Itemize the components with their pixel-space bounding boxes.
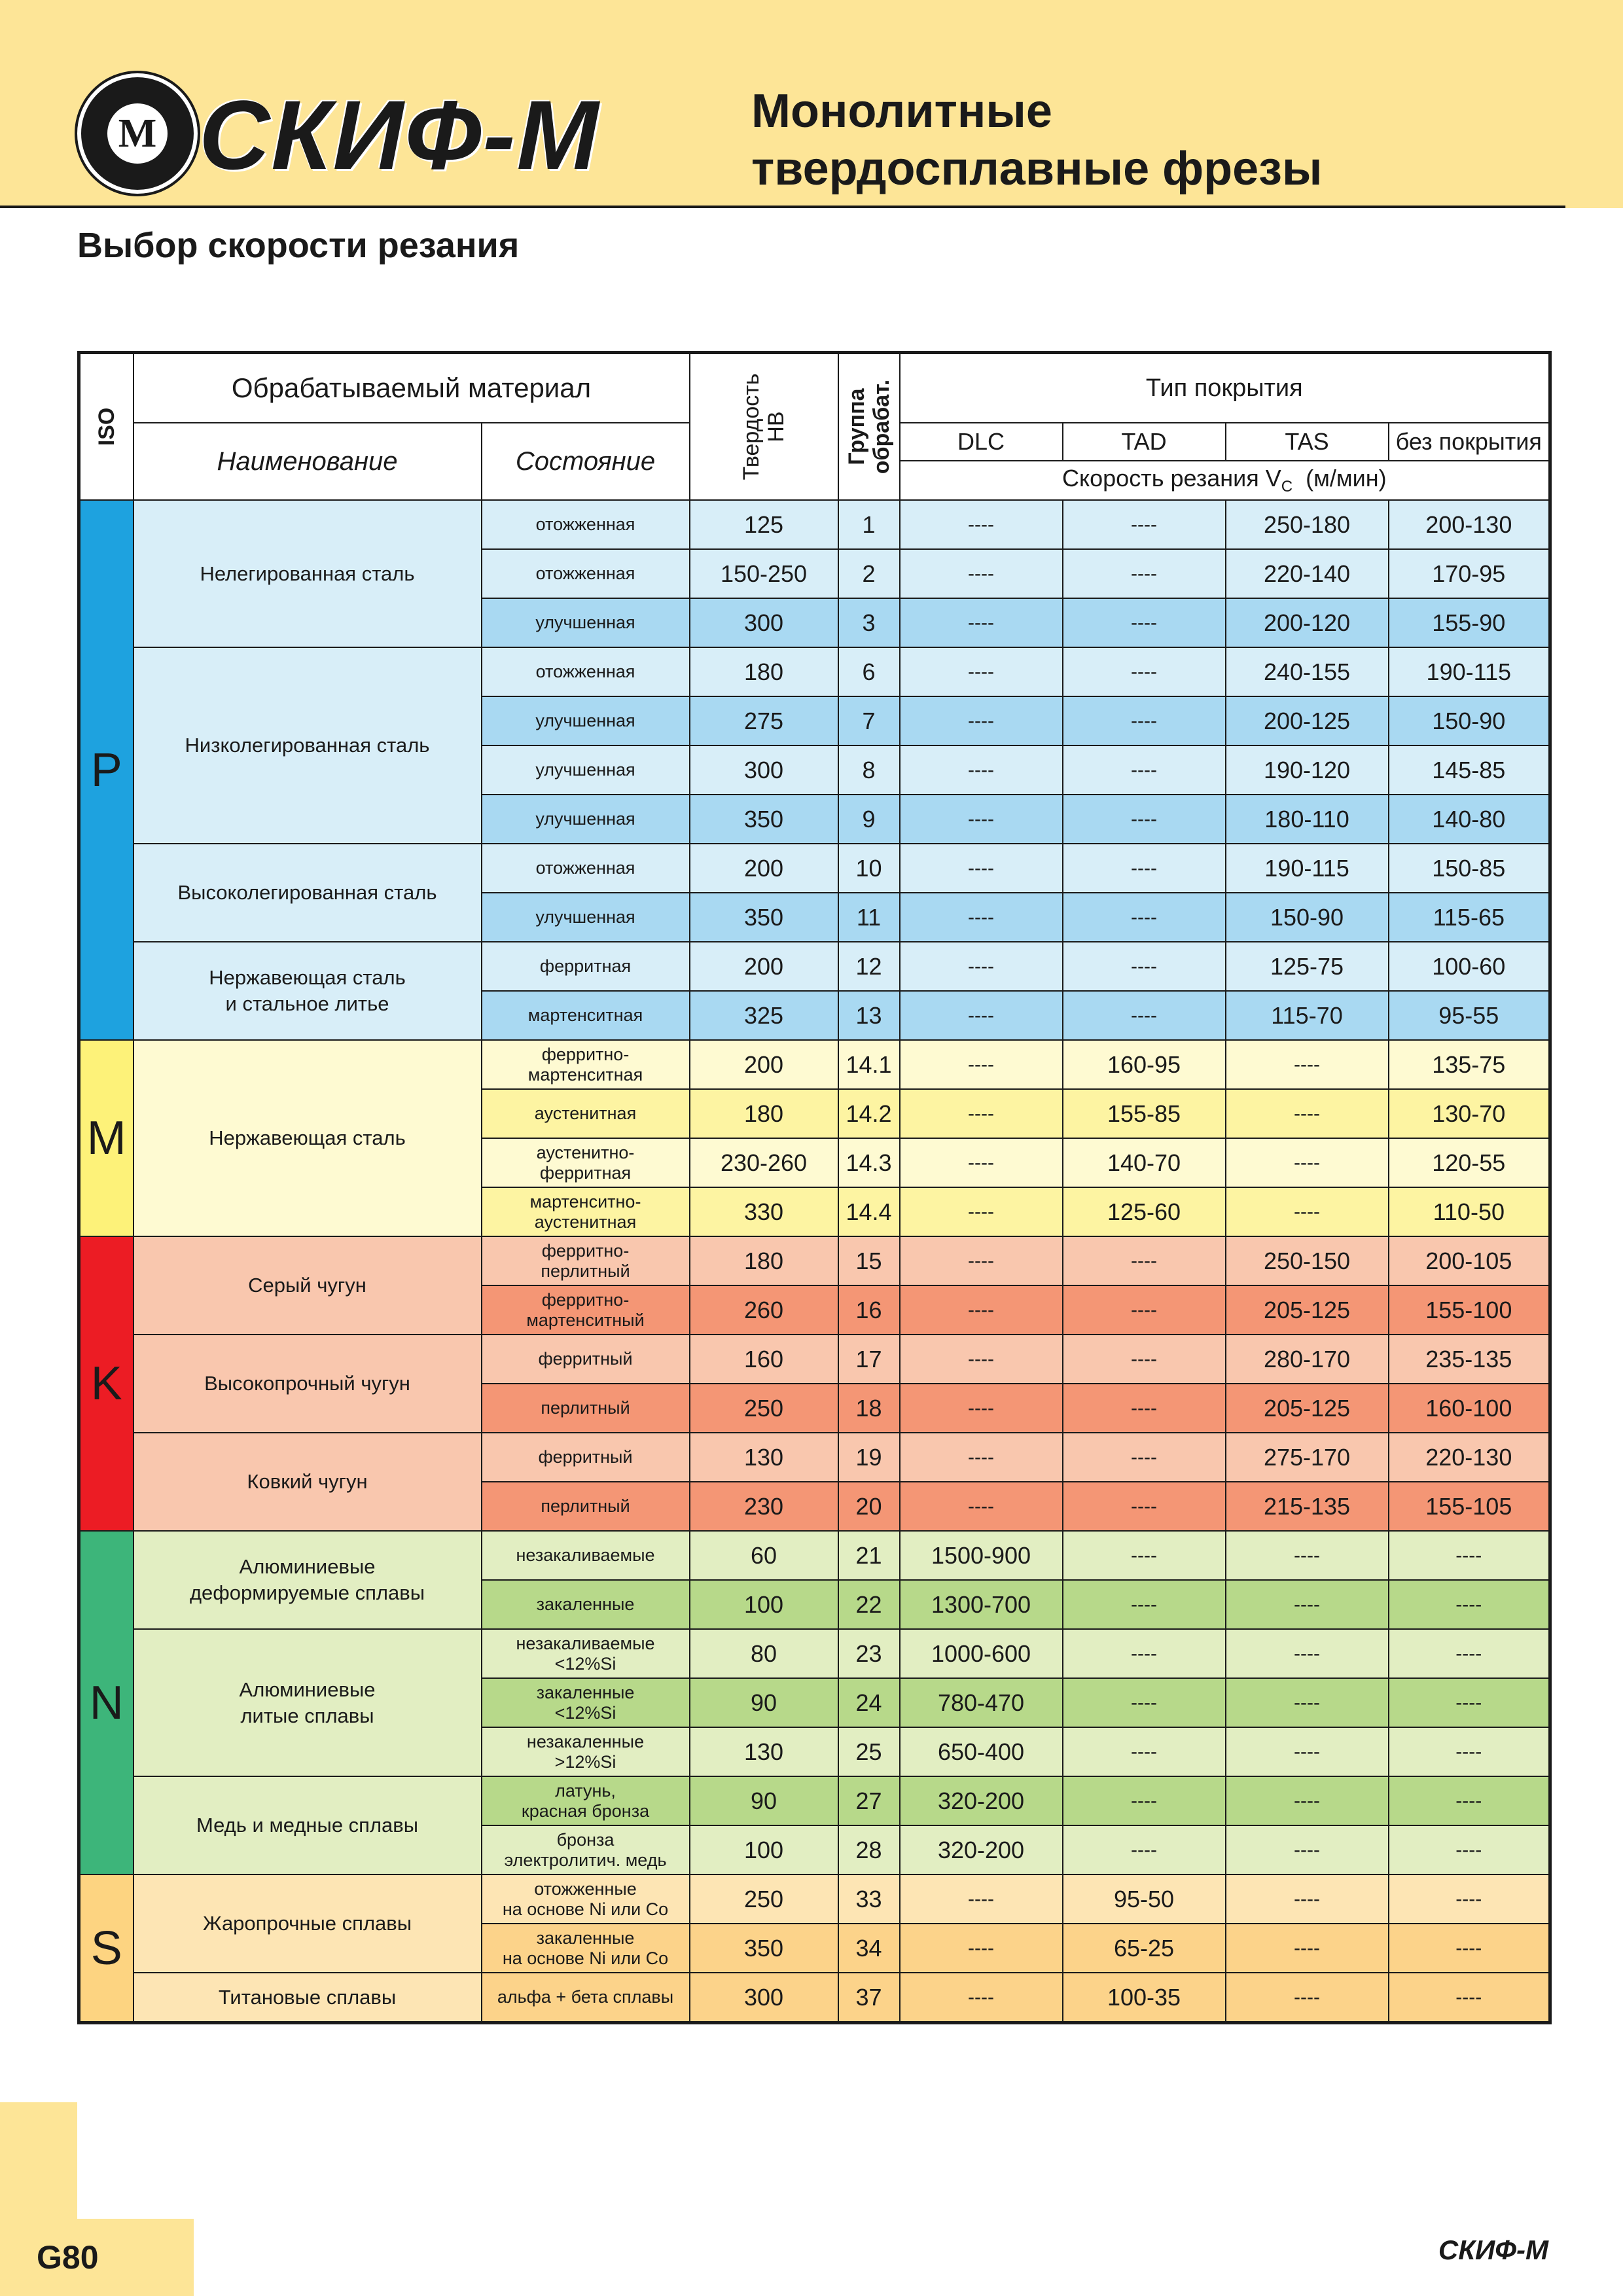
speed-none-cell: 170-95	[1389, 549, 1550, 598]
speed-dlc-cell: ----	[900, 893, 1063, 942]
material-state-cell: улучшенная	[482, 795, 690, 844]
page-title-line-2: твердосплавные фрезы	[751, 143, 1323, 195]
group-cell: 8	[838, 745, 900, 795]
speed-tas-cell: 240-155	[1226, 647, 1389, 696]
speed-none-cell: 155-105	[1389, 1482, 1550, 1531]
hardness-cell: 90	[690, 1776, 838, 1825]
material-name-cell: Медь и медные сплавы	[134, 1776, 482, 1874]
speed-dlc-cell: 650-400	[900, 1727, 1063, 1776]
group-cell: 3	[838, 598, 900, 647]
hardness-cell: 300	[690, 1973, 838, 2023]
hardness-cell: 130	[690, 1727, 838, 1776]
speed-dlc-cell: ----	[900, 1236, 1063, 1285]
hardness-cell: 100	[690, 1580, 838, 1629]
speed-dlc-cell: ----	[900, 1433, 1063, 1482]
speed-tas-cell: ----	[1226, 1187, 1389, 1236]
speed-dlc-cell: ----	[900, 745, 1063, 795]
group-cell: 14.2	[838, 1089, 900, 1138]
speed-tas-cell: 205-125	[1226, 1285, 1389, 1335]
material-state-cell: незакаливаемые <12%Si	[482, 1629, 690, 1678]
hardness-cell: 325	[690, 991, 838, 1040]
speed-tas-cell: 150-90	[1226, 893, 1389, 942]
material-state-cell: незакаливаемые	[482, 1531, 690, 1580]
speed-tas-cell: 250-180	[1226, 500, 1389, 549]
speed-none-cell: 200-130	[1389, 500, 1550, 549]
speed-tas-cell: ----	[1226, 1973, 1389, 2023]
speed-dlc-cell: 320-200	[900, 1776, 1063, 1825]
speed-tad-cell: ----	[1063, 1384, 1226, 1433]
speed-tas-cell: 180-110	[1226, 795, 1389, 844]
group-cell: 21	[838, 1531, 900, 1580]
speed-none-cell: 150-90	[1389, 696, 1550, 745]
material-state-cell: незакаленные >12%Si	[482, 1727, 690, 1776]
hardness-cell: 300	[690, 745, 838, 795]
cutting-speed-table	[77, 351, 1552, 2024]
table-row	[79, 1236, 1550, 1285]
table-row	[79, 1874, 1550, 1924]
material-state-cell: ферритный	[482, 1433, 690, 1482]
table-row	[79, 1531, 1550, 1580]
hardness-cell: 200	[690, 844, 838, 893]
group-cell: 33	[838, 1874, 900, 1924]
speed-dlc-cell: 1500-900	[900, 1531, 1063, 1580]
speed-tas-cell: 280-170	[1226, 1335, 1389, 1384]
speed-tad-cell: ----	[1063, 500, 1226, 549]
speed-tad-cell: ----	[1063, 991, 1226, 1040]
speed-tad-cell: 100-35	[1063, 1973, 1226, 2023]
hardness-cell: 150-250	[690, 549, 838, 598]
speed-tad-cell: ----	[1063, 696, 1226, 745]
speed-tas-cell: ----	[1226, 1089, 1389, 1138]
group-cell: 17	[838, 1335, 900, 1384]
speed-tas-cell: ----	[1226, 1531, 1389, 1580]
coating-tas-header: TAS	[1226, 423, 1389, 461]
group-cell: 9	[838, 795, 900, 844]
speed-dlc-cell: ----	[900, 1335, 1063, 1384]
hardness-cell: 60	[690, 1531, 838, 1580]
speed-none-cell: 155-100	[1389, 1285, 1550, 1335]
group-cell: 18	[838, 1384, 900, 1433]
material-state-cell: перлитный	[482, 1384, 690, 1433]
speed-none-cell: 160-100	[1389, 1384, 1550, 1433]
hardness-cell: 230	[690, 1482, 838, 1531]
material-name-cell: Высокопрочный чугун	[134, 1335, 482, 1433]
material-state-cell: мартенситная	[482, 991, 690, 1040]
material-state-cell: ферритная	[482, 942, 690, 991]
hardness-cell: 125	[690, 500, 838, 549]
material-state-cell: ферритно- мартенситная	[482, 1040, 690, 1089]
speed-dlc-cell: 1000-600	[900, 1629, 1063, 1678]
hardness-cell: 130	[690, 1433, 838, 1482]
speed-tad-cell: 155-85	[1063, 1089, 1226, 1138]
speed-tad-cell: ----	[1063, 1482, 1226, 1531]
hardness-cell: 200	[690, 1040, 838, 1089]
speed-none-cell: 120-55	[1389, 1138, 1550, 1187]
speed-none-cell: 140-80	[1389, 795, 1550, 844]
speed-tad-cell: ----	[1063, 1629, 1226, 1678]
table-row	[79, 1973, 1550, 2023]
hardness-cell: 180	[690, 1089, 838, 1138]
group-cell: 2	[838, 549, 900, 598]
page-number: G80	[37, 2239, 99, 2276]
speed-tad-cell: ----	[1063, 598, 1226, 647]
hardness-cell: 300	[690, 598, 838, 647]
logo-emblem-letter: М	[107, 103, 168, 164]
speed-tad-cell: ----	[1063, 1285, 1226, 1335]
group-cell: 7	[838, 696, 900, 745]
material-state-cell: перлитный	[482, 1482, 690, 1531]
group-cell: 25	[838, 1727, 900, 1776]
header-divider	[0, 206, 1565, 208]
speed-dlc-cell: ----	[900, 598, 1063, 647]
speed-tad-cell: 160-95	[1063, 1040, 1226, 1089]
iso-group-cell: P	[79, 500, 134, 1040]
hardness-cell: 200	[690, 942, 838, 991]
speed-dlc-cell: 320-200	[900, 1825, 1063, 1874]
material-state-cell: отожженная	[482, 549, 690, 598]
speed-dlc-cell: ----	[900, 549, 1063, 598]
speed-none-cell: 235-135	[1389, 1335, 1550, 1384]
hardness-header: Твердость HB	[690, 353, 838, 501]
speed-none-cell: ----	[1389, 1825, 1550, 1874]
table-row	[79, 1335, 1550, 1384]
speed-tad-cell: ----	[1063, 1678, 1226, 1727]
speed-dlc-cell: ----	[900, 647, 1063, 696]
speed-dlc-cell: ----	[900, 1384, 1063, 1433]
speed-none-cell: 135-75	[1389, 1040, 1550, 1089]
footer-brand: СКИФ-М	[1438, 2234, 1548, 2265]
speed-tad-cell: ----	[1063, 647, 1226, 696]
hardness-cell: 250	[690, 1384, 838, 1433]
table-row	[79, 1433, 1550, 1482]
speed-tad-cell: ----	[1063, 1580, 1226, 1629]
material-state-cell: улучшенная	[482, 745, 690, 795]
speed-dlc-cell: ----	[900, 1482, 1063, 1531]
speed-dlc-cell: ----	[900, 1040, 1063, 1089]
speed-none-cell: 100-60	[1389, 942, 1550, 991]
speed-none-cell: ----	[1389, 1678, 1550, 1727]
hardness-cell: 330	[690, 1187, 838, 1236]
material-state-cell: отожженные на основе Ni или Co	[482, 1874, 690, 1924]
material-state-cell: отожженная	[482, 844, 690, 893]
speed-tad-cell: ----	[1063, 745, 1226, 795]
state-header: Состояние	[482, 423, 690, 500]
speed-none-cell: ----	[1389, 1924, 1550, 1973]
hardness-cell: 100	[690, 1825, 838, 1874]
coating-tad-header: TAD	[1063, 423, 1226, 461]
group-cell: 23	[838, 1629, 900, 1678]
speed-tad-cell: ----	[1063, 1236, 1226, 1285]
speed-none-cell: ----	[1389, 1973, 1550, 2023]
speed-dlc-cell: 780-470	[900, 1678, 1063, 1727]
group-cell: 12	[838, 942, 900, 991]
hardness-cell: 260	[690, 1285, 838, 1335]
material-state-cell: закаленные <12%Si	[482, 1678, 690, 1727]
speed-dlc-cell: ----	[900, 696, 1063, 745]
material-state-cell: отожженная	[482, 647, 690, 696]
group-cell: 14.4	[838, 1187, 900, 1236]
material-header: Обрабатываемый материал	[134, 353, 690, 423]
material-state-cell: улучшенная	[482, 598, 690, 647]
group-cell: 1	[838, 500, 900, 549]
speed-dlc-cell: ----	[900, 1874, 1063, 1924]
group-cell: 11	[838, 893, 900, 942]
speed-none-cell: ----	[1389, 1776, 1550, 1825]
speed-tad-cell: ----	[1063, 795, 1226, 844]
iso-group-cell: M	[79, 1040, 134, 1236]
material-state-cell: ферритно- перлитный	[482, 1236, 690, 1285]
speed-dlc-cell: ----	[900, 1924, 1063, 1973]
hardness-cell: 180	[690, 647, 838, 696]
speed-tad-cell: 125-60	[1063, 1187, 1226, 1236]
speed-dlc-cell: ----	[900, 942, 1063, 991]
speed-none-cell: 95-55	[1389, 991, 1550, 1040]
speed-tas-cell: 115-70	[1226, 991, 1389, 1040]
material-state-cell: улучшенная	[482, 696, 690, 745]
hardness-cell: 80	[690, 1629, 838, 1678]
speed-tas-cell: ----	[1226, 1040, 1389, 1089]
material-state-cell: бронза электролитич. медь	[482, 1825, 690, 1874]
material-name-cell: Высоколегированная сталь	[134, 844, 482, 942]
speed-tad-cell: ----	[1063, 549, 1226, 598]
hardness-cell: 350	[690, 893, 838, 942]
speed-none-cell: 115-65	[1389, 893, 1550, 942]
speed-dlc-cell: ----	[900, 1285, 1063, 1335]
speed-none-cell: 110-50	[1389, 1187, 1550, 1236]
speed-tas-cell: ----	[1226, 1678, 1389, 1727]
iso-group-cell: S	[79, 1874, 134, 2023]
table-row	[79, 942, 1550, 991]
speed-tas-cell: ----	[1226, 1874, 1389, 1924]
speed-none-cell: ----	[1389, 1531, 1550, 1580]
speed-tad-cell: ----	[1063, 893, 1226, 942]
speed-dlc-cell: ----	[900, 1089, 1063, 1138]
material-state-cell: закаленные на основе Ni или Co	[482, 1924, 690, 1973]
speed-tas-cell: 205-125	[1226, 1384, 1389, 1433]
iso-header: ISO	[79, 353, 134, 501]
table-row	[79, 1040, 1550, 1089]
iso-group-cell: N	[79, 1531, 134, 1874]
coating-none-header: без покрытия	[1389, 423, 1550, 461]
speed-none-cell: ----	[1389, 1580, 1550, 1629]
speed-dlc-cell: ----	[900, 795, 1063, 844]
logo-wordmark: СКИФ-М	[199, 80, 600, 190]
speed-tad-cell: ----	[1063, 1727, 1226, 1776]
speed-tas-cell: ----	[1226, 1727, 1389, 1776]
speed-tas-cell: 250-150	[1226, 1236, 1389, 1285]
table-row	[79, 844, 1550, 893]
material-name-cell: Нержавеющая сталь	[134, 1040, 482, 1236]
speed-tas-cell: 275-170	[1226, 1433, 1389, 1482]
group-cell: 10	[838, 844, 900, 893]
speed-tas-cell: ----	[1226, 1825, 1389, 1874]
speed-tas-cell: ----	[1226, 1924, 1389, 1973]
speed-tas-cell: 220-140	[1226, 549, 1389, 598]
material-state-cell: альфа + бета сплавы	[482, 1973, 690, 2023]
material-name-cell: Жаропрочные сплавы	[134, 1874, 482, 1973]
speed-tas-cell: ----	[1226, 1138, 1389, 1187]
material-state-cell: улучшенная	[482, 893, 690, 942]
group-cell: 37	[838, 1973, 900, 2023]
group-cell: 13	[838, 991, 900, 1040]
hardness-cell: 275	[690, 696, 838, 745]
speed-tas-cell: 215-135	[1226, 1482, 1389, 1531]
table-row	[79, 647, 1550, 696]
speed-none-cell: ----	[1389, 1727, 1550, 1776]
hardness-cell: 250	[690, 1874, 838, 1924]
speed-none-cell: ----	[1389, 1629, 1550, 1678]
hardness-cell: 230-260	[690, 1138, 838, 1187]
speed-tad-cell: ----	[1063, 1531, 1226, 1580]
material-state-cell: закаленные	[482, 1580, 690, 1629]
speed-tas-cell: ----	[1226, 1580, 1389, 1629]
speed-dlc-cell: ----	[900, 500, 1063, 549]
material-state-cell: мартенситно- аустенитная	[482, 1187, 690, 1236]
speed-dlc-cell: 1300-700	[900, 1580, 1063, 1629]
material-name-cell: Нержавеющая сталь и стальное литье	[134, 942, 482, 1040]
group-cell: 6	[838, 647, 900, 696]
speed-tad-cell: 65-25	[1063, 1924, 1226, 1973]
speed-none-cell: 145-85	[1389, 745, 1550, 795]
speed-dlc-cell: ----	[900, 1187, 1063, 1236]
speed-dlc-cell: ----	[900, 1973, 1063, 2023]
iso-group-cell: K	[79, 1236, 134, 1531]
speed-tas-cell: 190-120	[1226, 745, 1389, 795]
hardness-cell: 350	[690, 795, 838, 844]
material-name-cell: Серый чугун	[134, 1236, 482, 1335]
speed-dlc-cell: ----	[900, 844, 1063, 893]
group-cell: 19	[838, 1433, 900, 1482]
logo-emblem-icon	[77, 73, 198, 194]
page-title-line-1: Монолитные	[751, 85, 1052, 137]
material-name-cell: Алюминиевые литые сплавы	[134, 1629, 482, 1776]
group-cell: 24	[838, 1678, 900, 1727]
speed-none-cell: 190-115	[1389, 647, 1550, 696]
hardness-cell: 160	[690, 1335, 838, 1384]
group-cell: 15	[838, 1236, 900, 1285]
speed-dlc-cell: ----	[900, 1138, 1063, 1187]
group-cell: 16	[838, 1285, 900, 1335]
material-state-cell: аустенитно- ферритная	[482, 1138, 690, 1187]
speed-tas-cell: 200-120	[1226, 598, 1389, 647]
group-header: Группа обрабат.	[838, 353, 900, 501]
table-row	[79, 500, 1550, 549]
section-title: Выбор скорости резания	[77, 226, 520, 265]
group-cell: 14.1	[838, 1040, 900, 1089]
speed-tas-cell: ----	[1226, 1629, 1389, 1678]
speed-tad-cell: ----	[1063, 942, 1226, 991]
speed-tas-cell: 200-125	[1226, 696, 1389, 745]
speed-tad-cell: ----	[1063, 844, 1226, 893]
material-name-cell: Титановые сплавы	[134, 1973, 482, 2023]
speed-tas-cell: ----	[1226, 1776, 1389, 1825]
speed-none-cell: ----	[1389, 1874, 1550, 1924]
speed-tad-cell: 140-70	[1063, 1138, 1226, 1187]
speed-tad-cell: ----	[1063, 1433, 1226, 1482]
coating-dlc-header: DLC	[900, 423, 1063, 461]
speed-tad-cell: ----	[1063, 1776, 1226, 1825]
material-name-cell: Ковкий чугун	[134, 1433, 482, 1531]
group-cell: 27	[838, 1776, 900, 1825]
speed-tad-cell: 95-50	[1063, 1874, 1226, 1924]
speed-none-cell: 200-105	[1389, 1236, 1550, 1285]
hardness-cell: 180	[690, 1236, 838, 1285]
speed-tad-cell: ----	[1063, 1335, 1226, 1384]
name-header: Наименование	[134, 423, 482, 500]
cutting-speed-header: Скорость резания $V_C$ (м/мин)	[900, 461, 1550, 500]
group-cell: 22	[838, 1580, 900, 1629]
group-cell: 20	[838, 1482, 900, 1531]
group-cell: 28	[838, 1825, 900, 1874]
material-state-cell: ферритный	[482, 1335, 690, 1384]
material-state-cell: отожженная	[482, 500, 690, 549]
hardness-cell: 90	[690, 1678, 838, 1727]
material-name-cell: Нелегированная сталь	[134, 500, 482, 647]
speed-tas-cell: 190-115	[1226, 844, 1389, 893]
material-name-cell: Низколегированная сталь	[134, 647, 482, 844]
hardness-cell: 350	[690, 1924, 838, 1973]
speed-dlc-cell: ----	[900, 991, 1063, 1040]
material-state-cell: аустенитная	[482, 1089, 690, 1138]
page-title	[751, 82, 1322, 198]
material-state-cell: латунь, красная бронза	[482, 1776, 690, 1825]
group-cell: 34	[838, 1924, 900, 1973]
material-state-cell: ферритно- мартенситный	[482, 1285, 690, 1335]
coating-type-header: Тип покрытия	[900, 353, 1550, 423]
table-row	[79, 1776, 1550, 1825]
speed-none-cell: 220-130	[1389, 1433, 1550, 1482]
speed-tas-cell: 125-75	[1226, 942, 1389, 991]
material-name-cell: Алюминиевые деформируемые сплавы	[134, 1531, 482, 1629]
speed-tad-cell: ----	[1063, 1825, 1226, 1874]
brand-logo	[77, 73, 601, 204]
table-row	[79, 1629, 1550, 1678]
group-cell: 14.3	[838, 1138, 900, 1187]
speed-none-cell: 150-85	[1389, 844, 1550, 893]
speed-none-cell: 130-70	[1389, 1089, 1550, 1138]
speed-none-cell: 155-90	[1389, 598, 1550, 647]
